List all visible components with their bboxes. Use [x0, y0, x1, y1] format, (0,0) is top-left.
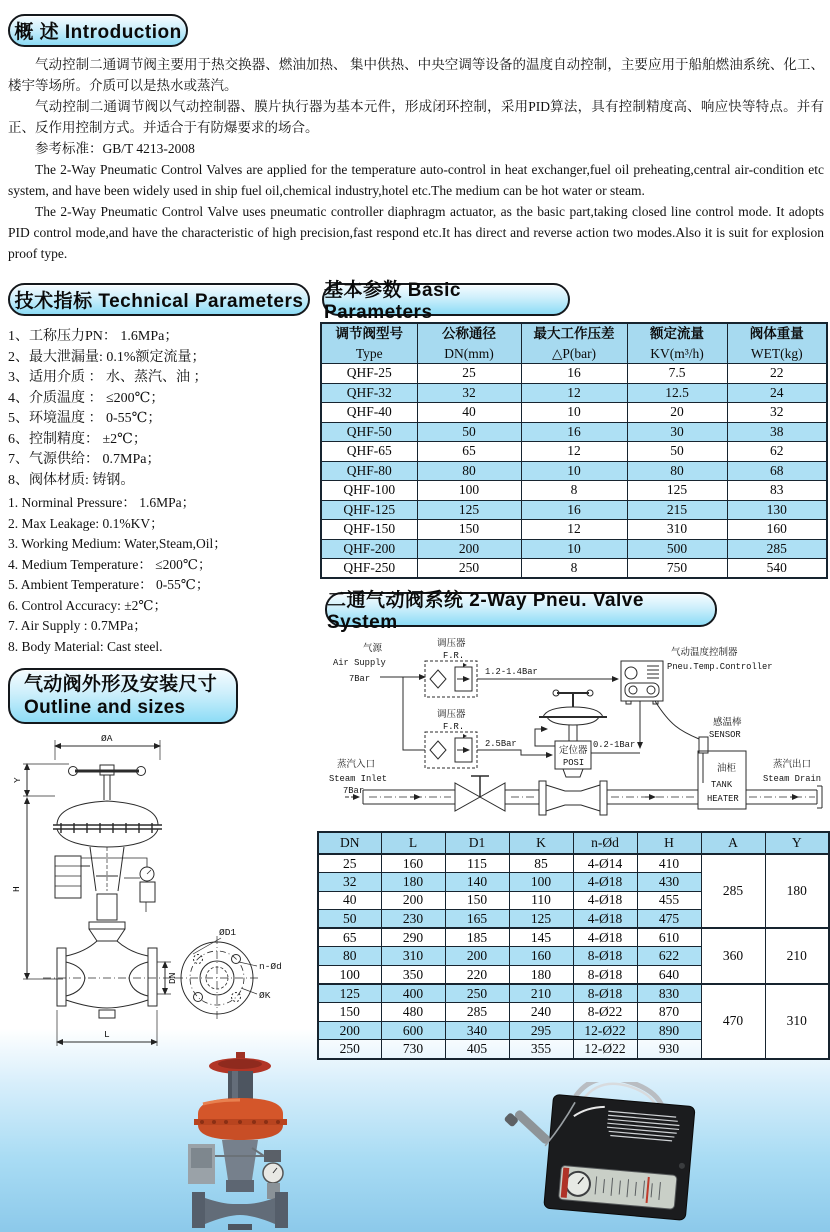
handwheel-drawing [69, 765, 146, 800]
fr2-label-en: F.R. [443, 722, 465, 732]
table-cell: 830 [637, 984, 701, 1003]
manual-valve-icon [455, 776, 505, 811]
table-cell: 455 [637, 891, 701, 910]
table-cell: 100 [417, 481, 521, 501]
table-cell: 115 [445, 854, 509, 873]
table-cell: 870 [637, 1003, 701, 1022]
table-cell: 80 [417, 461, 521, 481]
table-cell: 140 [445, 873, 509, 892]
positioner-label-cn: 定位器 [559, 745, 588, 756]
dimensions-table-wrap [317, 831, 828, 1060]
section-header-valve-system [325, 590, 717, 633]
table-cell: 8-Ø18 [573, 966, 637, 985]
dim-label-h: H [11, 886, 22, 892]
tank-label-cn: 油柜 [717, 763, 737, 774]
table-cell: 500 [627, 539, 727, 559]
steam-drain-label-en: Steam Drain [763, 774, 822, 784]
table-cell: 180 [381, 873, 445, 892]
table-cell: 310 [627, 520, 727, 540]
column-header-cn: 额定流量 [650, 326, 704, 341]
table-cell: QHF-125 [321, 500, 417, 520]
parameter-line: 6、控制精度： ±2℃； [8, 431, 147, 447]
table-row [321, 500, 827, 520]
parameter-line: 7. Air Supply : 0.7MPa； [8, 618, 147, 633]
section-header-outline [8, 668, 238, 724]
table-cell: 622 [637, 947, 701, 966]
parameter-line: 4、介质温度 ： ≤200℃； [8, 390, 165, 406]
air-branch-line [403, 677, 425, 750]
parameter-line: 2. Max Leakage: 0.1%KV； [8, 515, 164, 531]
parameter-line: 4. Medium Temperature： ≤200℃； [8, 556, 212, 572]
basic-table-header-row [321, 323, 827, 364]
basic-parameters-table [320, 322, 828, 579]
parameter-line: 3. Working Medium: Water,Steam,Oil； [8, 536, 227, 551]
table-cell: 750 [627, 559, 727, 579]
section-header-technical-parameters-label: 技术指标 Technical Parameters [14, 291, 304, 312]
table-cell: 250 [417, 559, 521, 579]
table-cell: QHF-40 [321, 403, 417, 423]
table-cell: 160 [509, 947, 573, 966]
column-header [417, 323, 521, 364]
table-cell: 410 [637, 854, 701, 873]
table-cell: 475 [637, 910, 701, 929]
intro-paragraph-en-1: The 2-Way Pneumatic Control Valves are applied for the temperature auto-control in heat exchanger,fuel oil preheating,central air-condition etc system, and have been widely used in ship fuel oil,chemical industry,hotel etc.The medium can be hot water or steam. [8, 162, 824, 198]
column-header-cn: 调节阀型号 [335, 326, 403, 341]
table-row [321, 383, 827, 403]
section-header-introduction [8, 14, 188, 47]
table-cell: 10 [521, 461, 627, 481]
valve-system-diagram [325, 633, 830, 833]
table-cell: 8-Ø18 [573, 984, 637, 1003]
table-cell: 200 [381, 891, 445, 910]
table-cell: 16 [521, 500, 627, 520]
table-cell: 12 [521, 442, 627, 462]
valve-photo-illustration [188, 1052, 288, 1230]
table-cell: 285 [727, 539, 827, 559]
table-cell: 12 [521, 383, 627, 403]
table-cell: 160 [727, 520, 827, 540]
table-cell: 85 [509, 854, 573, 873]
technical-list-en [8, 493, 316, 657]
table-cell: 125 [318, 984, 381, 1003]
intro-paragraph-en-2: The 2-Way Pneumatic Control Valve uses pneumatic controller diaphragm actuator, as the basic part,taking closed line control mode. It adopts PID control mode,and have the characteristic of high precision,fast respond etc.It has direct and reverse action two modes.Also it is suit for explosion proof type. [8, 204, 824, 261]
parameter-line: 8、阀体材质: 铸钢。 [8, 472, 135, 488]
column-header: H [637, 832, 701, 854]
air-supply-label-en: Air Supply [333, 658, 386, 668]
table-cell: 405 [445, 1040, 509, 1059]
section-header-outline-cn: 气动阀外形及安装尺寸 [24, 674, 218, 695]
table-cell: 10 [521, 403, 627, 423]
table-cell: QHF-80 [321, 461, 417, 481]
table-cell: QHF-250 [321, 559, 417, 579]
parameter-line: 8. Body Material: Cast steel. [8, 638, 163, 654]
table-cell: 110 [509, 891, 573, 910]
column-header-en: WET(kg) [750, 346, 803, 361]
section-header-basic-parameters-label: 基本参数 Basic Parameters [324, 280, 461, 323]
column-header: DN [318, 832, 381, 854]
introduction-text [8, 54, 824, 264]
table-cell: 250 [318, 1040, 381, 1059]
table-cell: 38 [727, 422, 827, 442]
controller-photo-illustration [500, 1082, 697, 1220]
column-header-en: KV(m³/h) [650, 346, 704, 361]
table-cell: QHF-100 [321, 481, 417, 501]
table-cell: 12 [521, 520, 627, 540]
table-cell: 350 [381, 966, 445, 985]
column-header-cn: 阀体重量 [749, 326, 804, 341]
sensor-capillary-line [655, 701, 699, 739]
table-cell: 10 [521, 539, 627, 559]
merged-cell-y: 180 [765, 854, 829, 928]
table-cell: 4-Ø18 [573, 873, 637, 892]
table-cell: 32 [727, 403, 827, 423]
table-cell: 8-Ø18 [573, 947, 637, 966]
table-cell: 8 [521, 481, 627, 501]
fr2-box [425, 732, 477, 768]
dim-label-dn: DN [167, 972, 178, 984]
column-header-en: DN(mm) [444, 346, 494, 361]
column-header [321, 323, 417, 364]
table-cell: 80 [627, 461, 727, 481]
table-cell: 32 [417, 383, 521, 403]
table-cell: 210 [509, 984, 573, 1003]
dim-label-a: ØA [101, 733, 113, 744]
table-cell: 125 [627, 481, 727, 501]
table-cell: 230 [381, 910, 445, 929]
table-cell: 610 [637, 928, 701, 947]
yoke-drawing [90, 847, 124, 891]
table-cell: 40 [417, 403, 521, 423]
column-header: n-Ød [573, 832, 637, 854]
table-cell: QHF-50 [321, 422, 417, 442]
column-header-en: Type [355, 346, 383, 361]
parameter-line: 5、环境温度 ： 0-55℃； [8, 411, 162, 426]
column-header [727, 323, 827, 364]
tank-label-en-1: TANK [711, 780, 733, 790]
table-cell: 220 [445, 966, 509, 985]
table-cell: 50 [318, 910, 381, 929]
steam-inlet-pressure: 7Bar [343, 786, 365, 796]
basic-parameters-table-wrap [320, 322, 826, 579]
dim-label-y: Y [12, 777, 23, 783]
air-supply-label-cn: 气源 [363, 643, 383, 654]
table-cell: 250 [445, 984, 509, 1003]
table-row [318, 928, 829, 947]
posi-feedback-line [535, 729, 555, 746]
column-header: K [509, 832, 573, 854]
table-cell: 150 [417, 520, 521, 540]
table-cell: 22 [727, 364, 827, 384]
table-row [318, 984, 829, 1003]
column-header: Y [765, 832, 829, 854]
table-cell: 130 [727, 500, 827, 520]
section-header-outline-en: Outline and sizes [24, 697, 186, 718]
table-cell: QHF-200 [321, 539, 417, 559]
table-cell: 240 [509, 1003, 573, 1022]
steam-inlet-label-en: Steam Inlet [329, 774, 388, 784]
table-cell: 150 [445, 891, 509, 910]
table-cell: 200 [318, 1021, 381, 1040]
table-row [321, 403, 827, 423]
table-cell: QHF-25 [321, 364, 417, 384]
table-cell: 68 [727, 461, 827, 481]
table-row [321, 442, 827, 462]
column-header: D1 [445, 832, 509, 854]
merged-cell-y: 310 [765, 984, 829, 1058]
table-cell: 100 [509, 873, 573, 892]
steam-pipe [345, 786, 822, 808]
table-cell: 16 [521, 422, 627, 442]
temp-controller-icon [621, 661, 663, 704]
table-cell: QHF-65 [321, 442, 417, 462]
dims-table-header-row [318, 832, 829, 854]
table-cell: 8-Ø22 [573, 1003, 637, 1022]
table-cell: QHF-150 [321, 520, 417, 540]
fr1-label-en: F.R. [443, 651, 465, 661]
section-header-basic-parameters [322, 280, 570, 323]
table-cell: 65 [318, 928, 381, 947]
parameter-line: 6. Control Accuracy: ±2℃； [8, 597, 167, 613]
table-row [321, 520, 827, 540]
table-row [318, 854, 829, 873]
table-cell: 24 [727, 383, 827, 403]
signal-line-2 [477, 750, 552, 755]
table-cell: 12.5 [627, 383, 727, 403]
section-header-introduction-label: 概 述 Introduction [14, 22, 182, 43]
table-cell: 20 [627, 403, 727, 423]
column-header: L [381, 832, 445, 854]
fr2-label-cn: 调压器 [437, 709, 466, 720]
section-header-technical-parameters [8, 283, 310, 316]
table-cell: 145 [509, 928, 573, 947]
table-row [321, 422, 827, 442]
parameter-line: 2、最大泄漏量: 0.1%额定流量； [8, 349, 206, 365]
parameter-line: 1、工称压力PN： 1.6MPa； [8, 329, 179, 344]
table-row [321, 461, 827, 481]
table-cell: 310 [381, 947, 445, 966]
table-cell: 340 [445, 1021, 509, 1040]
column-header [627, 323, 727, 364]
table-cell: 640 [637, 966, 701, 985]
table-cell: 7.5 [627, 364, 727, 384]
table-cell: 16 [521, 364, 627, 384]
pressure-label-1: 1.2-1.4Bar [485, 667, 538, 677]
table-cell: 200 [417, 539, 521, 559]
controller-label-en: Pneu.Temp.Controller [667, 662, 773, 672]
table-cell: 430 [637, 873, 701, 892]
parameter-line: 1. Norminal Pressure： 1.6MPa； [8, 495, 196, 510]
table-row [321, 364, 827, 384]
table-cell: 50 [417, 422, 521, 442]
column-header-cn: 公称通径 [442, 326, 496, 341]
table-cell: 50 [627, 442, 727, 462]
table-cell: 295 [509, 1021, 573, 1040]
dim-label-d1: ØD1 [219, 927, 237, 938]
table-cell: 12-Ø22 [573, 1040, 637, 1059]
table-row [321, 559, 827, 579]
column-header [521, 323, 627, 364]
positioner-label-en: POSI [563, 758, 585, 768]
dim-label-nd: n-Ød [259, 961, 282, 972]
table-row [321, 539, 827, 559]
technical-list-cn [8, 327, 316, 491]
table-cell: 400 [381, 984, 445, 1003]
table-cell: 160 [381, 854, 445, 873]
table-cell: 600 [381, 1021, 445, 1040]
fr2-filter-icon [430, 741, 446, 759]
table-cell: 165 [445, 910, 509, 929]
table-cell: 4-Ø18 [573, 910, 637, 929]
tank-label-en-2: HEATER [707, 794, 739, 804]
sensor-label-cn: 感温棒 [713, 717, 742, 728]
merged-cell-a: 470 [701, 984, 765, 1058]
controller-label-cn: 气动温度控制器 [671, 647, 738, 658]
table-cell: 25 [417, 364, 521, 384]
intro-reference-standard: 参考标准：GB/T 4213-2008 [35, 141, 195, 156]
outline-drawing [5, 726, 315, 1062]
sensor-label-en: SENSOR [709, 730, 741, 740]
table-cell: 8 [521, 559, 627, 579]
table-cell: 185 [445, 928, 509, 947]
table-cell: 285 [445, 1003, 509, 1022]
steam-drain-label-cn: 蒸汽出口 [773, 759, 812, 770]
intro-paragraph-cn-1: 气动控制二通调节阀主要用于热交换器、燃油加热、 集中供热、中央空调等设备的温度自动控制，主要应用于船舶燃油系统、化工、楼宇等场所。介质可以是热水或蒸汽。 [8, 57, 824, 93]
column-header-cn: 最大工作压差 [533, 326, 615, 341]
merged-cell-a: 285 [701, 854, 765, 928]
dim-label-l: L [104, 1029, 110, 1040]
dim-label-k: ØK [259, 990, 271, 1001]
parameter-line: 5. Ambient Temperature： 0-55℃； [8, 577, 210, 592]
table-cell: 180 [509, 966, 573, 985]
table-cell: 540 [727, 559, 827, 579]
table-cell: 25 [318, 854, 381, 873]
controller-product-photo [500, 1082, 715, 1232]
merged-cell-a: 360 [701, 928, 765, 984]
section-header-valve-system-label: 二通气动阀系统 2-Way Pneu. Valve System [327, 590, 644, 633]
table-cell: QHF-32 [321, 383, 417, 403]
dimensions-table [317, 831, 830, 1060]
table-cell: 290 [381, 928, 445, 947]
actuator-drawing [53, 801, 162, 847]
pressure-label-3: 0.2-1Bar [593, 740, 636, 750]
table-cell: 930 [637, 1040, 701, 1059]
table-cell: 4-Ø18 [573, 928, 637, 947]
table-cell: 62 [727, 442, 827, 462]
table-cell: 125 [509, 910, 573, 929]
table-row [321, 481, 827, 501]
air-supply-pressure: 7Bar [349, 674, 371, 684]
table-cell: 150 [318, 1003, 381, 1022]
table-cell: 125 [417, 500, 521, 520]
fr1-filter-icon [430, 670, 446, 688]
table-cell: 480 [381, 1003, 445, 1022]
parameter-line: 3、适用介质 ： 水、蒸汽、油 ； [8, 370, 208, 385]
steam-inlet-label-cn: 蒸汽入口 [337, 759, 376, 770]
parameter-line: 7、气源供给： 0.7MPa； [8, 452, 161, 467]
table-cell: 4-Ø18 [573, 891, 637, 910]
table-cell: 355 [509, 1040, 573, 1059]
table-cell: 100 [318, 966, 381, 985]
pressure-label-2: 2.5Bar [485, 739, 517, 749]
flange-view-drawing [175, 936, 259, 1020]
table-cell: 80 [318, 947, 381, 966]
table-cell: 30 [627, 422, 727, 442]
column-header: A [701, 832, 765, 854]
fr1-box [425, 661, 477, 697]
table-cell: 83 [727, 481, 827, 501]
table-cell: 4-Ø14 [573, 854, 637, 873]
intro-paragraph-cn-2: 气动控制二通调节阀以气动控制器、膜片执行器为基本元件，形成闭环控制，采用PID算法，具有控制精度高、响应快等特点。并有正、反作用控制方式。并适合于有防爆要求的场合。 [8, 99, 824, 135]
table-cell: 215 [627, 500, 727, 520]
table-cell: 12-Ø22 [573, 1021, 637, 1040]
column-header-en: △P(bar) [551, 346, 597, 361]
table-cell: 890 [637, 1021, 701, 1040]
valve-body-drawing [43, 894, 177, 1018]
table-cell: 32 [318, 873, 381, 892]
merged-cell-y: 210 [765, 928, 829, 984]
valve-product-photo [148, 1052, 333, 1232]
table-cell: 200 [445, 947, 509, 966]
fr1-label-cn: 调压器 [437, 638, 466, 649]
table-cell: 40 [318, 891, 381, 910]
table-cell: 65 [417, 442, 521, 462]
positioner-drawing [55, 856, 90, 898]
table-cell: 730 [381, 1040, 445, 1059]
